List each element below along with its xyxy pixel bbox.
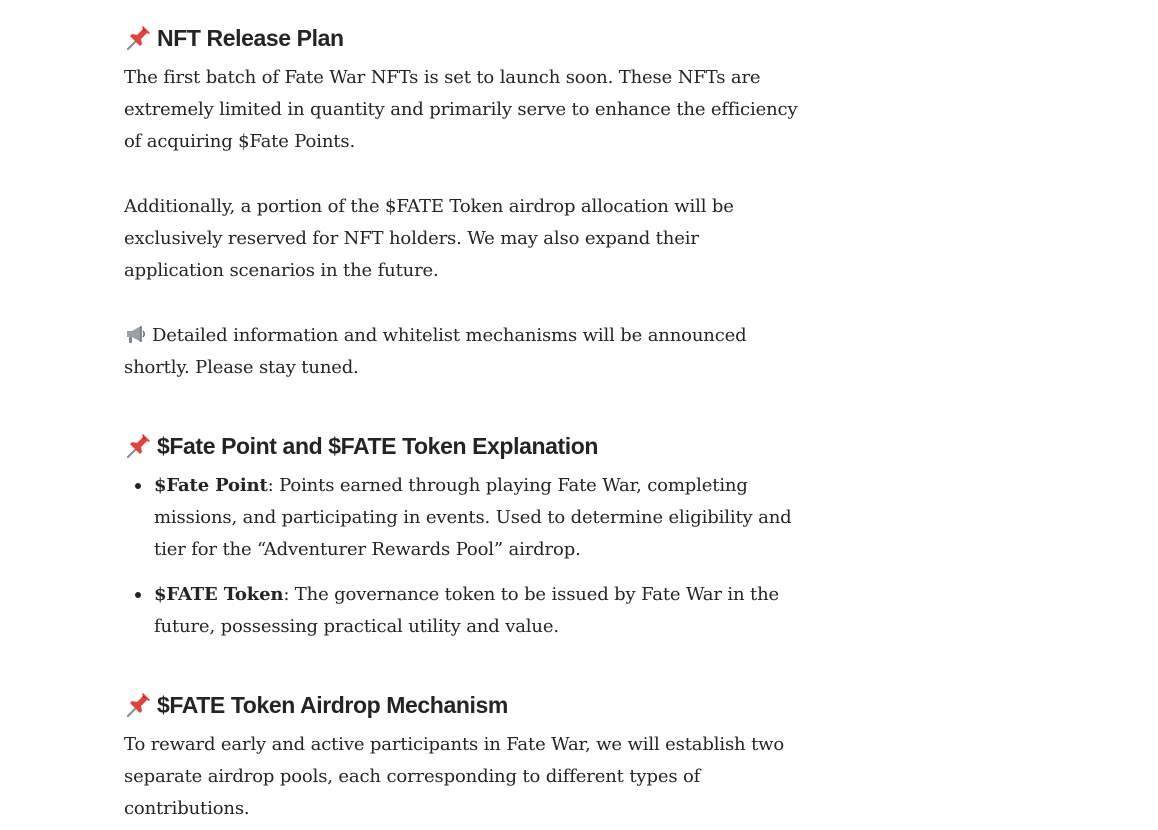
section-heading-fate-point-explanation (124, 430, 804, 462)
bullet-term: $FATE Token (154, 584, 284, 605)
bullet-list (124, 470, 804, 643)
paragraph: To reward early and active participants in Fate War, we will establish two separate airdrop pools, each corresponding to different types of contributions. (124, 734, 785, 819)
section-heading-airdrop-mechanism (124, 689, 804, 721)
bullet-term: $Fate Point (154, 475, 268, 496)
section-heading-text: $FATE Token Airdrop Mechanism (157, 692, 508, 718)
list-item (124, 470, 804, 566)
bullet-dot (135, 592, 141, 598)
announcement-text: Detailed information and whitelist mechanisms will be announced shortly. Please stay tuned. (124, 325, 747, 378)
section-heading-text: $Fate Point and $FATE Token Explanation (157, 433, 599, 459)
bullet-dot (135, 483, 141, 489)
bullet-text: : Points earned through playing Fate War, completing missions, and participating in events. Used to determine eligibility and tier for the “Adventurer Rewards Pool” airdrop. (154, 475, 792, 560)
announcement-paragraph (124, 320, 804, 384)
pushpin-icon (124, 24, 154, 52)
section-heading-nft-release-plan (124, 22, 804, 54)
bullet-text: : The governance token to be issued by Fate War in the future, possessing practical utility and value. (154, 584, 780, 637)
pushpin-icon (124, 691, 154, 719)
pushpin-icon (124, 432, 154, 460)
list-item (124, 579, 804, 643)
paragraph: The first batch of Fate War NFTs is set to launch soon. These NFTs are extremely limited in quantity and primarily serve to enhance the efficiency of acquiring $Fate Points. (124, 67, 798, 152)
article-body (124, 22, 804, 825)
megaphone-icon (124, 323, 148, 345)
paragraph: Additionally, a portion of the $FATE Token airdrop allocation will be exclusively reserved for NFT holders. We may also expand their application scenarios in the future. (124, 196, 734, 281)
section-heading-text: NFT Release Plan (157, 25, 344, 51)
